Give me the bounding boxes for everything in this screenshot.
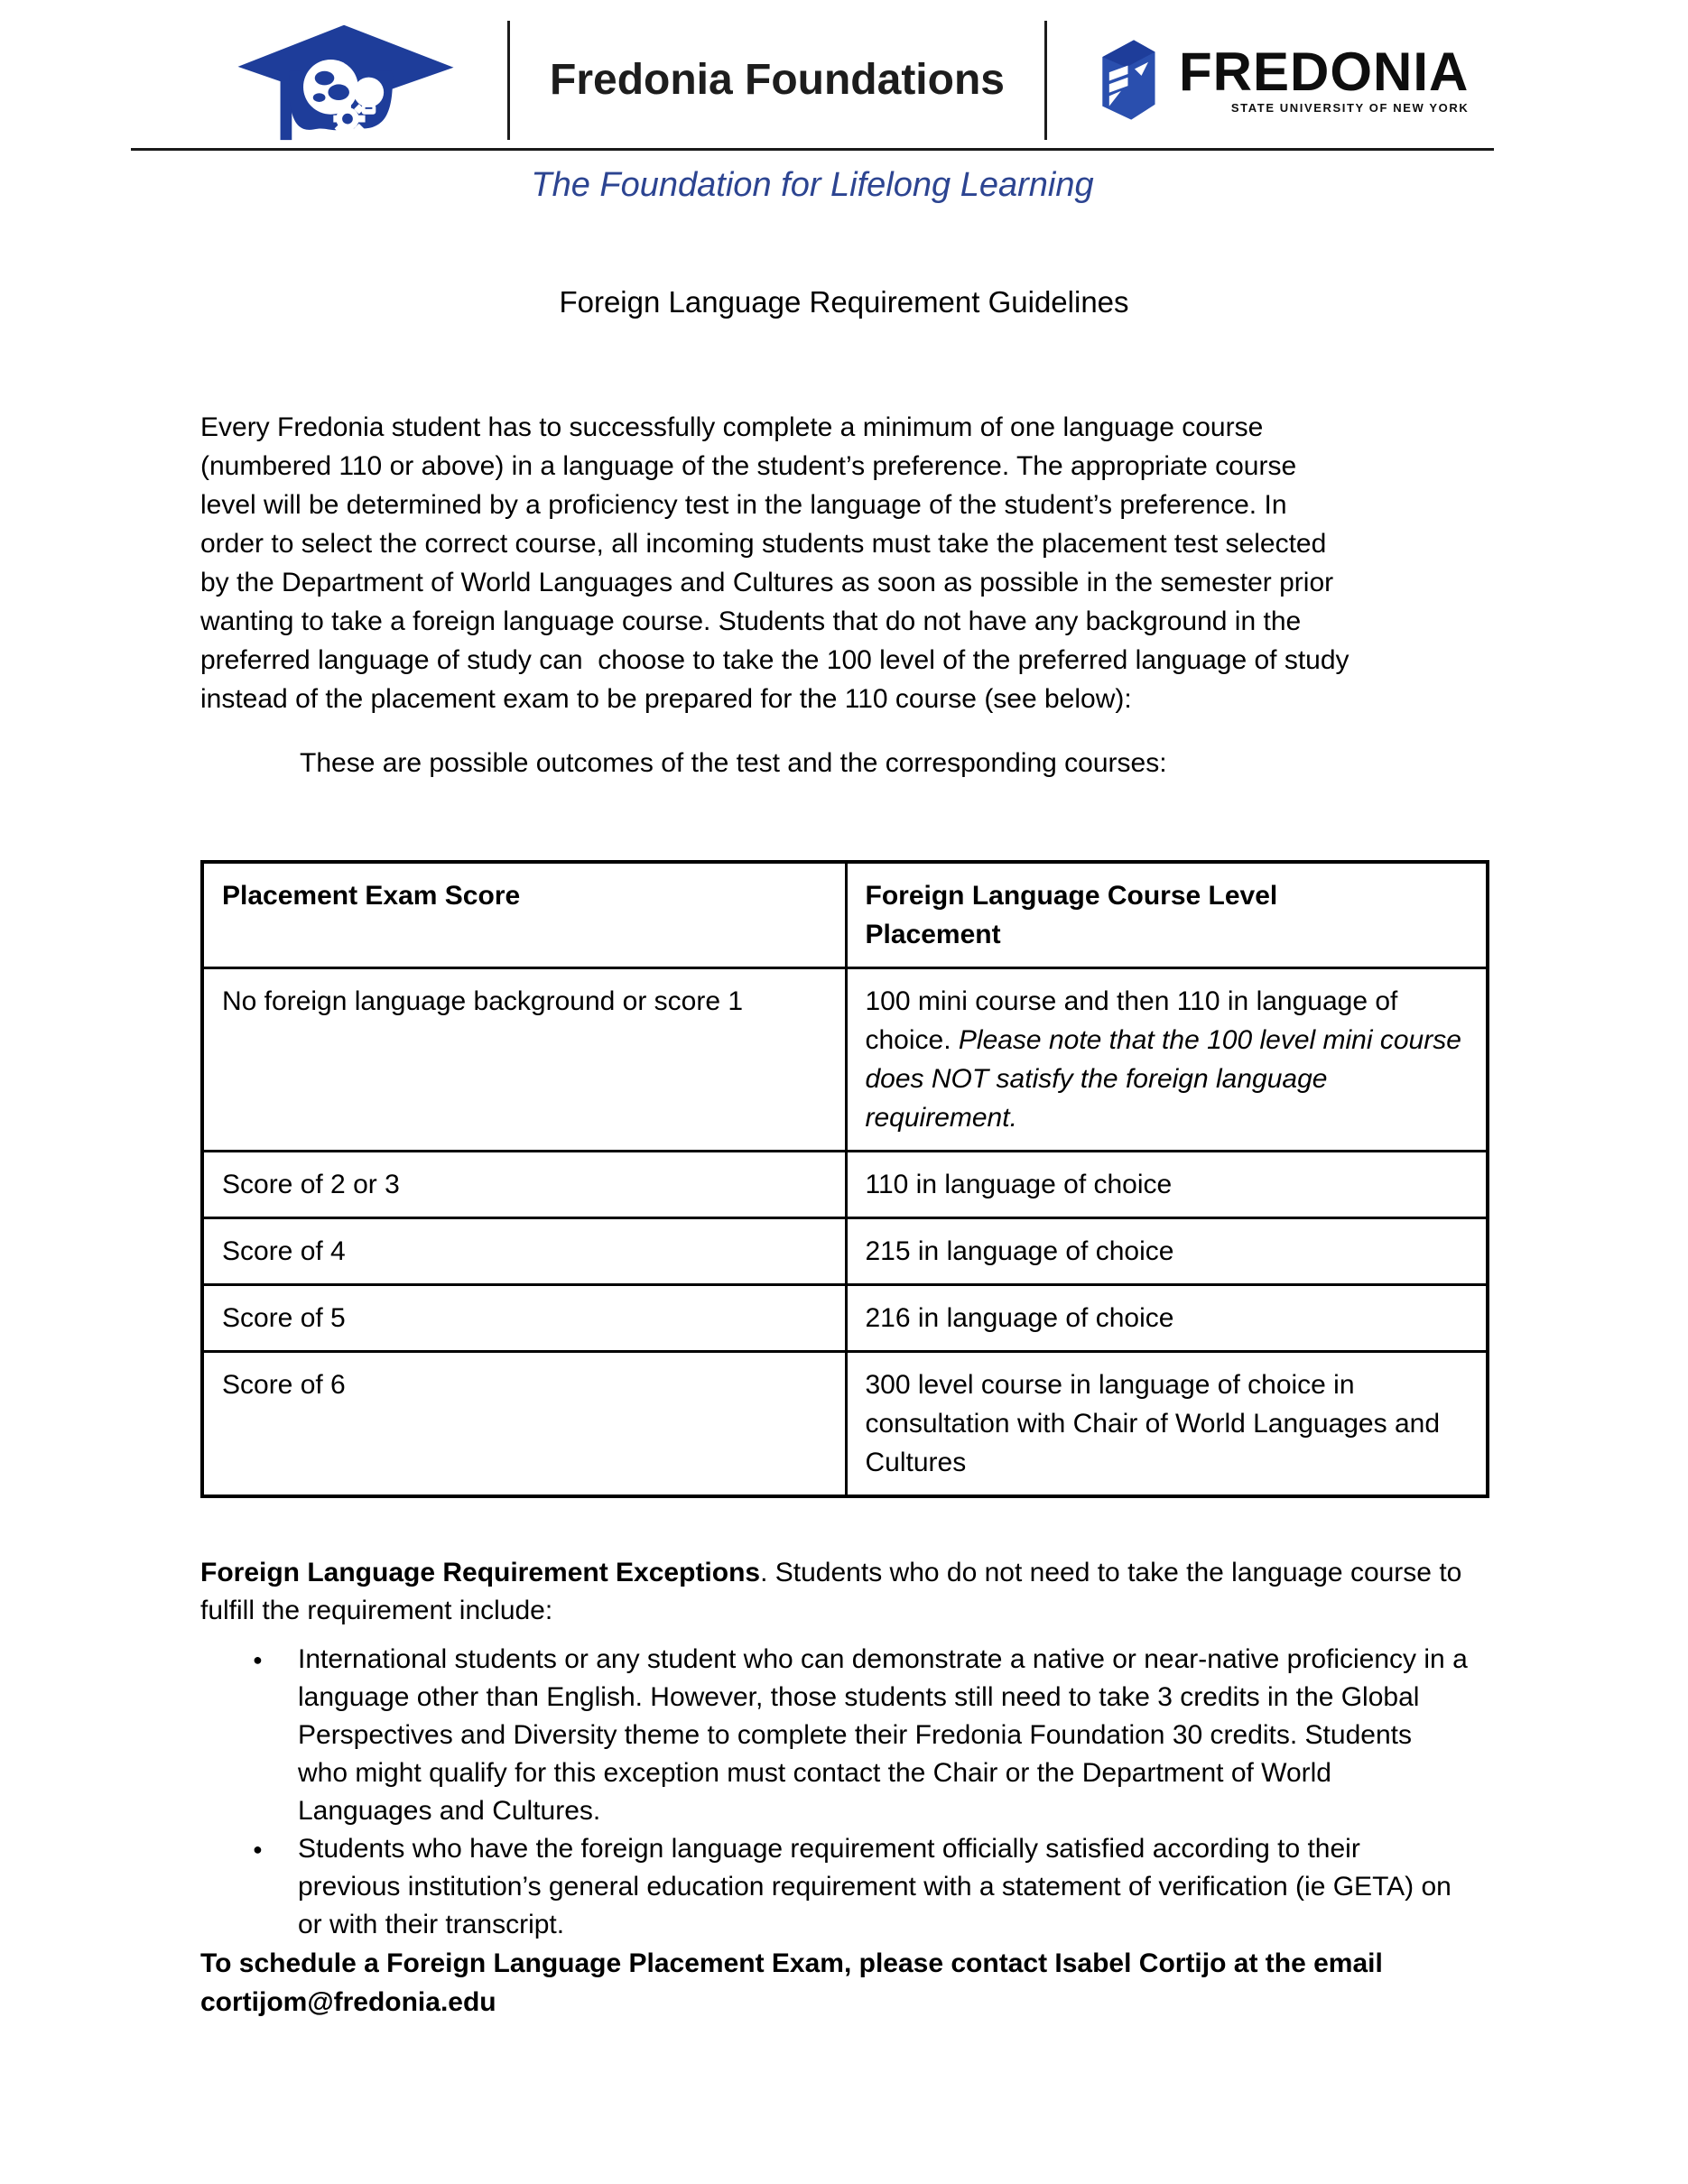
list-item (200, 1830, 1688, 1944)
placement-cell: 216 in language of choice (846, 1285, 1488, 1352)
placement-cell: 110 in language of choice (846, 1152, 1488, 1218)
table-row (202, 1152, 1488, 1218)
text-line: Every Fredonia student has to successfully complete a minimum of one language course (200, 412, 1264, 442)
text-line: preferred language of study can choose to take the 100 level of the preferred language of study (200, 645, 1349, 675)
table-row (202, 1285, 1488, 1352)
placement-cell: 300 level course in language of choice in consultation with Chair of World Languages and Cultures (846, 1352, 1488, 1497)
page-title: Foreign Language Requirement Guidelines (559, 285, 1129, 319)
text-line: previous institution’s general education requirement with a statement of verification (ie GETA) on (298, 1872, 1451, 1902)
text-line: level will be determined by a proficiency test in the language of the student’s preference. In (200, 490, 1287, 520)
lightbulb-icon (354, 78, 384, 107)
fredonia-mark-icon (1087, 32, 1168, 129)
score-cell: Score of 6 (202, 1352, 846, 1497)
text-line: order to select the correct course, all incoming students must take the placement test selected (200, 529, 1327, 559)
table-row (202, 1352, 1488, 1497)
fredonia-foundations-wordmark: Fredonia Foundations (550, 56, 1005, 104)
text-line: language other than English. However, those students still need to take 3 credits in the Global (298, 1682, 1420, 1712)
table-row (202, 968, 1488, 1152)
exceptions-heading: Foreign Language Requirement Exceptions (200, 1558, 761, 1587)
placement-table (200, 860, 1489, 1498)
placement-cell: 100 mini course and then 110 in language of choice. Please note that the 100 level mini course does NOT satisfy the foreign language requirement. (846, 968, 1488, 1152)
score-cell: No foreign language background or score 1 (202, 968, 846, 1152)
gear-icon (333, 101, 365, 136)
header-rule (131, 148, 1494, 151)
text-line: International students or any student who can demonstrate a native or near-native proficiency in a (298, 1644, 1468, 1674)
contact-line: To schedule a Foreign Language Placement Exam, please contact Isabel Cortijo at the email (200, 1948, 1383, 1978)
list-item (200, 1641, 1688, 1830)
text-line: Languages and Cultures. (298, 1796, 601, 1826)
header-divider (507, 21, 510, 140)
fredonia-subtitle: STATE UNIVERSITY OF NEW YORK (1230, 101, 1470, 115)
text-line: who might qualify for this exception must contact the Chair or the Department of World (298, 1758, 1331, 1788)
text-line: by the Department of World Languages and Cultures as soon as possible in the semester prior (200, 568, 1334, 597)
placement-cell: 215 in language of choice (846, 1218, 1488, 1285)
text-line: fulfill the requirement include: (200, 1596, 553, 1625)
text-line: wanting to take a foreign language course. Students that do not have any background in the (200, 606, 1302, 636)
graduation-cap-logo-icon (226, 16, 468, 144)
score-cell: Score of 2 or 3 (202, 1152, 846, 1218)
text-line: or with their transcript. (298, 1910, 565, 1939)
table-row (202, 1218, 1488, 1285)
exceptions-bullet-list (200, 1641, 1688, 1944)
text-line: Perspectives and Diversity theme to complete their Fredonia Foundation 30 credits. Students (298, 1720, 1412, 1750)
outcomes-lead: These are possible outcomes of the test and the corresponding courses: (300, 748, 1167, 778)
placement-note-italic: Please note that the 100 level mini course does NOT satisfy the foreign language requirement. (865, 1025, 1461, 1133)
exceptions-heading-line: Foreign Language Requirement Exceptions. Students who do not need to take the language course to (200, 1558, 1462, 1587)
table-header-row (202, 862, 1488, 968)
tagline: The Foundation for Lifelong Learning (531, 166, 1094, 204)
score-cell: Score of 4 (202, 1218, 846, 1285)
bullet-icon: ● (253, 1651, 263, 1669)
intro-paragraph (200, 408, 1688, 718)
text-line: (numbered 110 or above) in a language of the student’s preference. The appropriate course (200, 451, 1297, 481)
column-header-placement: Foreign Language Course Level Placement (846, 862, 1488, 968)
bullet-icon: ● (253, 1840, 263, 1858)
text-line: Students who have the foreign language requirement officially satisfied according to their (298, 1834, 1360, 1864)
header-divider (1044, 21, 1047, 140)
contact-footer (200, 1944, 1688, 2022)
score-cell: Score of 5 (202, 1285, 846, 1352)
column-header-score: Placement Exam Score (202, 862, 846, 968)
fredonia-university-logo (1087, 32, 1469, 129)
header (226, 13, 1688, 148)
contact-email: cortijom@fredonia.edu (200, 1987, 496, 2017)
text-line: instead of the placement exam to be prepared for the 110 course (see below): (200, 684, 1132, 714)
exceptions-section (200, 1554, 1688, 1944)
fredonia-wordmark: FREDONIA (1178, 42, 1470, 102)
